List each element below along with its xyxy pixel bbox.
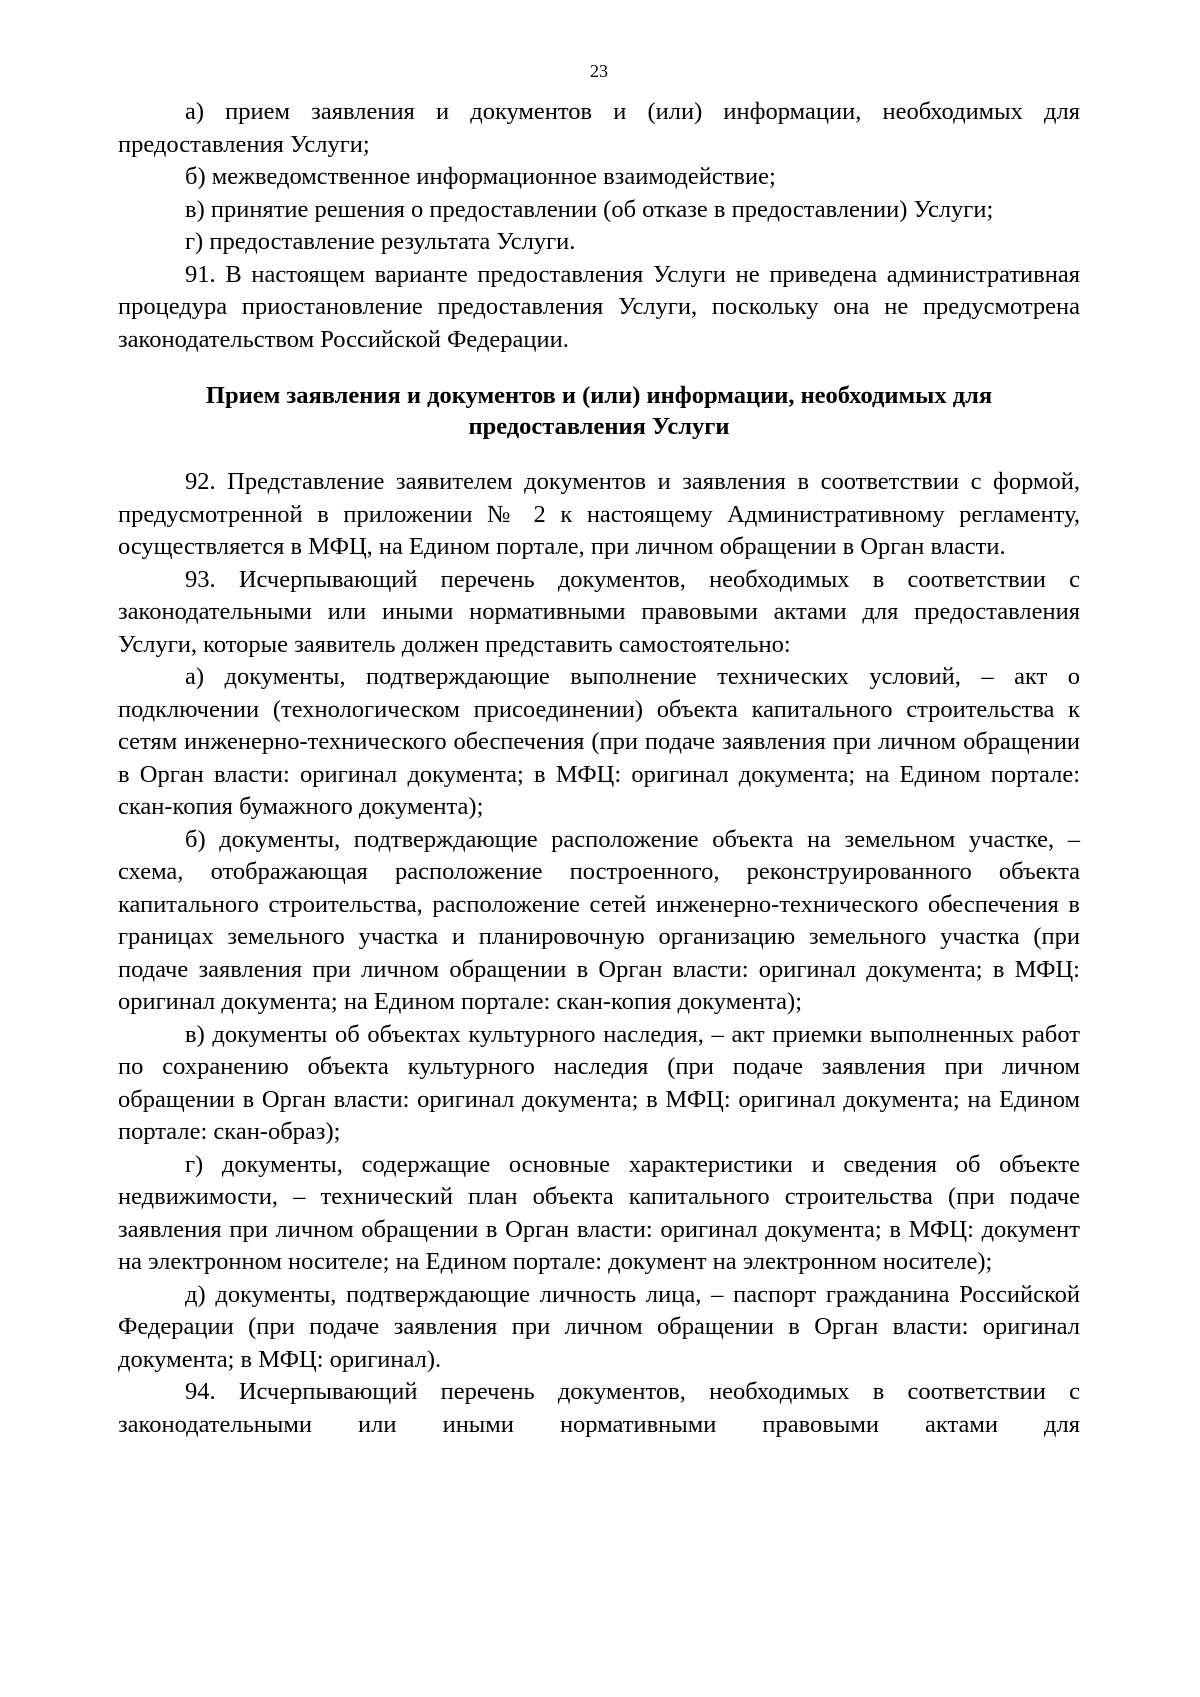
- paragraph-step-v: в) принятие решения о предоставлении (об отказе в предоставлении) Услуги;: [185, 195, 994, 223]
- paragraph-step-g: г) предоставление результата Услуги.: [185, 228, 576, 255]
- paragraph-93-g: г) документы, содержащие основные характеристики и сведения об объекте недвижимости, – технический план объекта капитального строительства (при подаче заявления при личном обращении в Орган власти: оригинал документа; в МФЦ: документ на электронном носителе; на Едином портале: документ на электронном носителе);: [118, 1150, 1080, 1275]
- paragraph-93-a: а) документы, подтверждающие выполнение технических условий, – акт о подключении (технологическом присоединении) объекта капитального строительства к сетям инженерно-технического обеспечения (при подаче заявления при личном обращении в Орган власти: оригинал документа; в МФЦ: оригинал документа; на Едином портале: скан-копия бумажного документа);: [118, 663, 1080, 820]
- page-number: 23: [590, 61, 608, 81]
- paragraph-step-b: б) межведомственное информационное взаимодействие;: [185, 163, 776, 190]
- paragraph-92: 92. Представление заявителем документов и заявления в соответствии с формой, предусмотренной в приложении № 2 к настоящему Административному регламенту, осуществляется в МФЦ, на Едином портале, при личном обращении в Орган власти.: [118, 468, 1080, 560]
- paragraph-step-a: а) прием заявления и документов и (или) информации, необходимых для предоставления Услуги;: [118, 98, 1080, 158]
- paragraph-91: 91. В настоящем варианте предоставления Услуги не приведена административная процедура приостановление предоставления Услуги, поскольку она не предусмотрена законодательством Российской Федерации.: [118, 260, 1080, 353]
- paragraph-94: 94. Исчерпывающий перечень документов, необходимых в соответствии с законодательными или иными нормативными правовыми актами для: [118, 1378, 1080, 1438]
- section-heading: Прием заявления и документов и (или) информации, необходимых для предоставления Услуги: [205, 382, 993, 440]
- paragraph-93-d: д) документы, подтверждающие личность лица, – паспорт гражданина Российской Федерации (при подаче заявления при личном обращении в Орган власти: оригинал документа; в МФЦ: оригинал).: [118, 1280, 1080, 1373]
- document-page: [118, 60, 1080, 1441]
- paragraph-93-v: в) документы об объектах культурного наследия, – акт приемки выполненных работ по сохранению объекта культурного наследия (при подаче заявления при личном обращении в Орган власти: оригинал документа; в МФЦ: оригинал документа; на Едином портале: скан-образ);: [118, 1020, 1080, 1145]
- paragraph-93: 93. Исчерпывающий перечень документов, необходимых в соответствии с законодательными или иными нормативными правовыми актами для предоставления Услуги, которые заявитель должен представить самостоятельно:: [118, 565, 1080, 658]
- paragraph-93-b: б) документы, подтверждающие расположение объекта на земельном участке, – схема, отображающая расположение построенного, реконструированного объекта капитального строительства, расположение сетей инженерно-технического обеспечения в границах земельного участка и планировочную организацию земельного участка (при подаче заявления при личном обращении в Орган власти: оригинал документа; в МФЦ: оригинал документа; на Едином портале: скан-копия документа);: [118, 825, 1080, 1015]
